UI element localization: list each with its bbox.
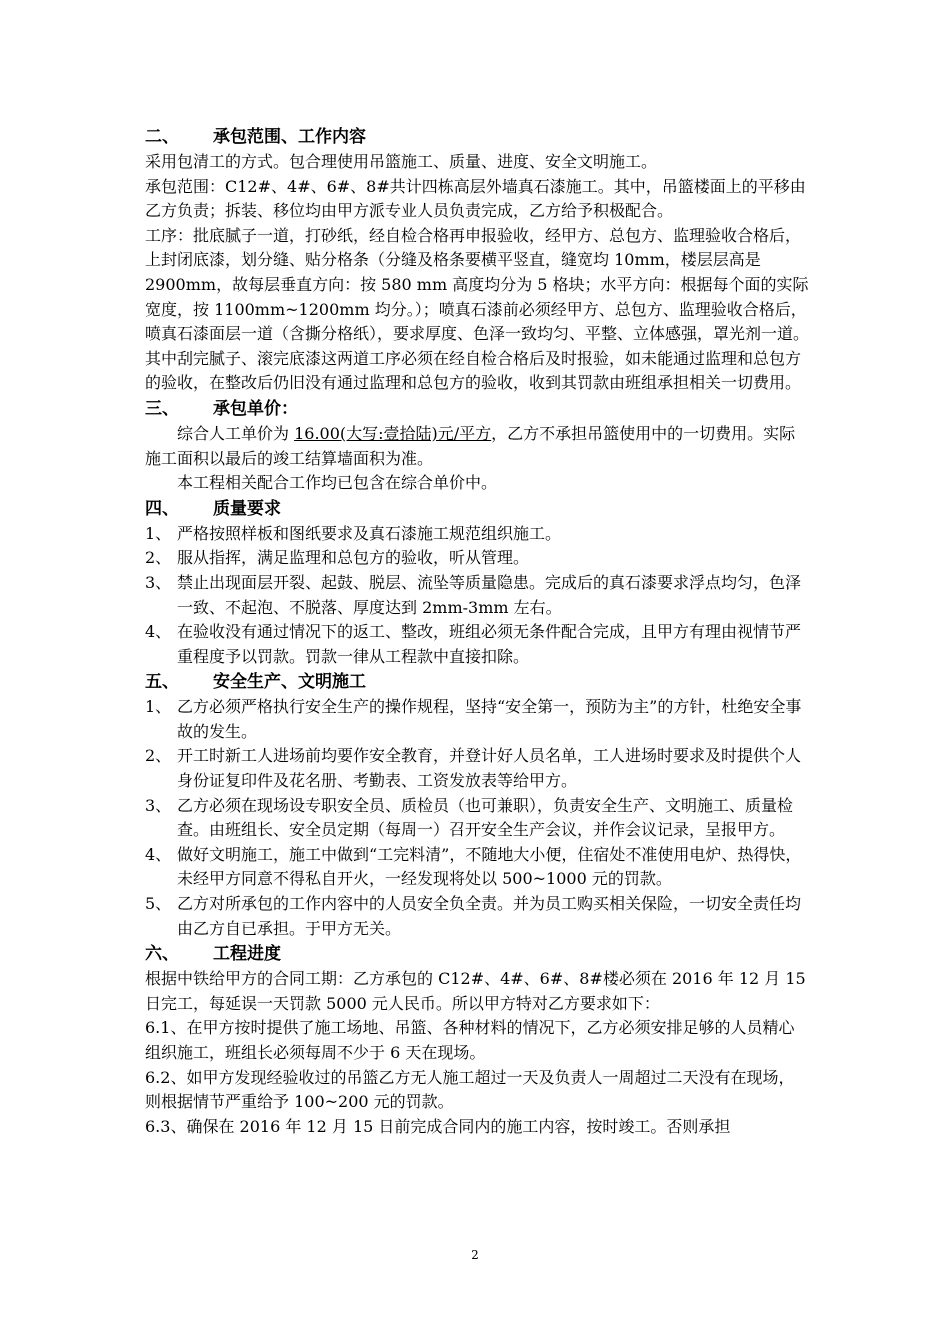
section-heading-2: 二、 承包范围、工作内容 (145, 127, 366, 147)
section-heading-4: 四、 质量要求 (145, 498, 281, 519)
section-heading-3: 三、 承包单价： (145, 398, 298, 419)
document-body (145, 124, 810, 1139)
section-heading-6: 六、 工程进度 (145, 944, 281, 965)
list-item: 5、 乙方对所承包的工作内容中的人员安全负全责。并为员工购买相关保险，一切安全责任均由乙方自已承担。于甲方无关。 (145, 894, 802, 938)
list-item: 4、 在验收没有通过情况下的返工、整改，班组必须无条件配合完成，且甲方有理由视情节严重程度予以罚款。罚款一律从工程款中直接扣除。 (145, 622, 802, 666)
page-number: 2 (471, 1248, 479, 1262)
list-item: 2、 服从指挥，满足监理和总包方的验收，听从管理。 (145, 548, 530, 568)
paragraph: 承包范围：C12#、4#、6#、8#共计四栋高层外墙真石漆施工。其中，吊篮楼面上的平移由乙方负责；拆装、移位均由甲方派专业人员负责完成，乙方给予积极配合。 (145, 176, 806, 221)
list-item: 4、 做好文明施工，施工中做到“工完料清”，不随地大小便，住宿处不准使用电炉、热得快，未经甲方同意不得私自开火，一经发现将处以 500~1000 元的罚款。 (145, 844, 802, 889)
list-item: 1、 乙方必须严格执行安全生产的操作规程，坚持“安全第一，预防为主”的方针，杜绝安全事故的发生。 (145, 697, 802, 741)
unit-price: 16.00(大写:壹拾陆)元/平方 (294, 423, 492, 443)
paragraph-price: 综合人工单价为 16.00(大写:壹拾陆)元/平方，乙方不承担吊篮使用中的一切费用。实际施工面积以最后的竣工结算墙面积为准。 (145, 423, 796, 468)
paragraph: 本工程相关配合工作均已包含在综合单价中。 (177, 473, 498, 493)
list-item: 3、 禁止出现面层开裂、起鼓、脱层、流坠等质量隐患。完成后的真石漆要求浮点均匀，色泽一致、不起泡、不脱落、厚度达到 2mm-3mm 左右。 (145, 572, 802, 617)
section-heading-5: 五、 安全生产、文明施工 (145, 672, 366, 693)
paragraph: 6.2、如甲方发现经验收过的吊篮乙方无人施工超过一天及负责人一周超过二天没有在现场，则根据情节严重给予 100~200 元的罚款。 (145, 1067, 795, 1112)
paragraph: 工序：批底腻子一道，打砂纸，经自检合格再申报验收，经甲方、总包方、监理验收合格后，上封闭底漆，划分缝、贴分格条（分缝及格条要横平竖直，缝宽均 10mm，楼层层高是 2900mm，故每层垂直方向：按 580 mm 高度均分为 5 格块；水平方向：根据每个面的实际宽度，按 1100mm~1200mm 均分。）；喷真石漆前必须经甲方、总包方、监理验收合格后，喷真石漆面层一道（含撕分格纸），要求厚度、色泽一致均匀、平整、立体感强，罩光剂一道。其中刮完腻子、滚完底漆这两道工序必须在经自检合格后及时报验，如未能通过监理和总包方的验收，在整改后仍旧没有通过监理和总包方的验收，收到其罚款由班组承担相关一切费用。 (145, 225, 810, 393)
paragraph: 6.1、在甲方按时提供了施工场地、吊篮、各种材料的情况下，乙方必须安排足够的人员精心组织施工，班组长必须每周不少于 6 天在现场。 (145, 1018, 795, 1062)
list-item: 3、 乙方必须在现场设专职安全员、质检员（也可兼职），负责安全生产、文明施工、质量检查。由班组长、安全员定期（每周一）召开安全生产会议，并作会议记录，呈报甲方。 (145, 795, 794, 840)
list-item: 1、 严格按照样板和图纸要求及真石漆施工规范组织施工。 (145, 523, 562, 543)
paragraph: 6.3、确保在 2016 年 12 月 15 日前完成合同内的施工内容，按时竣工。否则承担 (145, 1116, 731, 1136)
paragraph: 采用包清工的方式。包合理使用吊篮施工、质量、进度、安全文明施工。 (145, 152, 658, 171)
paragraph: 根据中铁给甲方的合同工期：乙方承包的 C12#、4#、6#、8#楼必须在 2016 年 12 月 15 日完工，每延误一天罚款 5000 元人民币。所以甲方特对乙方要求如下： (145, 969, 806, 1013)
list-item: 2、 开工时新工人进场前均要作安全教育，并登计好人员名单，工人进场时要求及时提供个人身份证复印件及花名册、考勤表、工资发放表等给甲方。 (145, 746, 802, 791)
